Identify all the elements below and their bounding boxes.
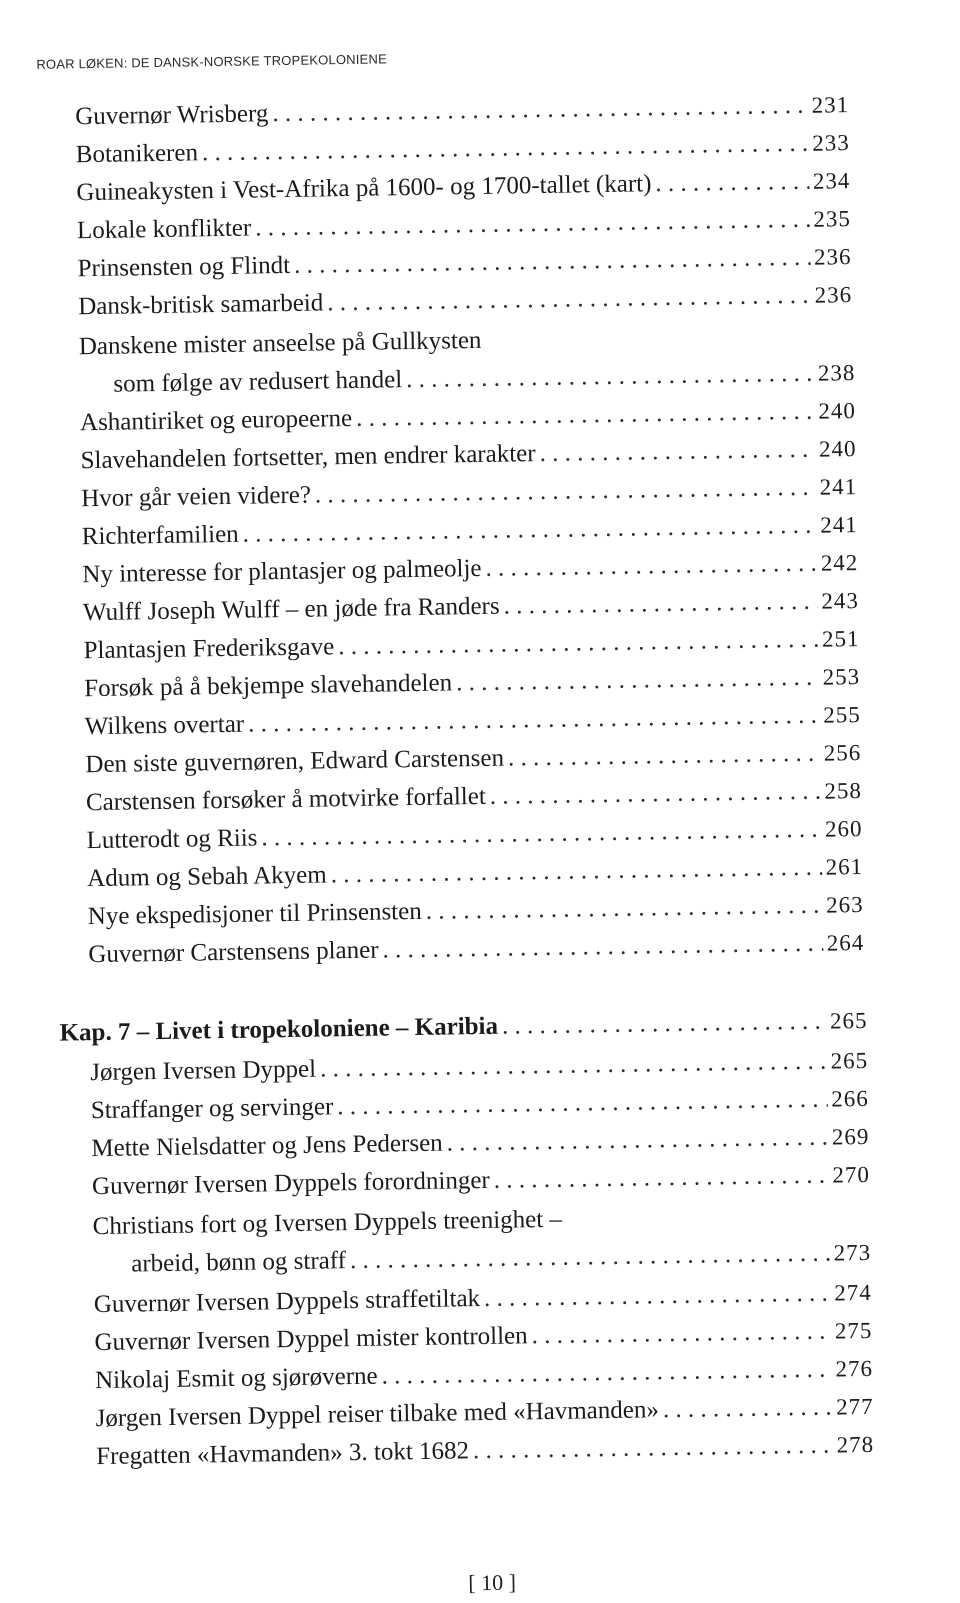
- leader-dots: [502, 1007, 826, 1042]
- toc-entry-title: Guvernør Carstensens planer: [88, 936, 379, 969]
- toc-entry: [94, 1278, 872, 1320]
- toc-entry-title: Straffanger og servinger: [90, 1093, 334, 1125]
- toc-entry-page: 258: [824, 778, 863, 804]
- chapter-title: Kap. 7 – Livet i tropekoloniene – Karibia: [59, 1012, 499, 1047]
- toc-entry-title: som følge av redusert handel: [113, 366, 403, 398]
- toc-entry: [76, 128, 850, 170]
- toc-entry-title: Lokale konflikter: [76, 214, 252, 245]
- toc-entry-title: Guineakysten i Vest-Afrika på 1600- og 1700-tallet (kart): [76, 170, 652, 207]
- toc-entry-title: Prinsensten og Flindt: [77, 251, 291, 283]
- toc-entry-title: Botanikeren: [75, 139, 199, 169]
- running-head: ROAR LØKEN: DE DANSK-NORSKE TROPEKOLONIENE: [36, 51, 388, 72]
- chapter-page: 265: [829, 1007, 868, 1034]
- toc-entry-page: 278: [836, 1431, 875, 1458]
- leader-dots: [337, 1085, 827, 1123]
- toc-entry-page: 242: [820, 550, 859, 576]
- chapter-heading: [59, 1006, 867, 1049]
- toc-entry-page: 274: [834, 1279, 872, 1306]
- toc-entry-page: 261: [825, 853, 864, 880]
- toc-entry-title: Adum og Sebah Akyem: [86, 861, 327, 893]
- toc-entry: [86, 776, 862, 818]
- leader-dots: [508, 739, 820, 774]
- page-number: [ 10 ]: [468, 1569, 517, 1596]
- toc-entry-title: Nye ekspedisjoner til Prinsensten: [87, 897, 422, 931]
- toc-entry-title: Carstensen forsøker å motvirke forfallet: [85, 782, 487, 817]
- toc-entry: [77, 242, 851, 284]
- toc-entry-page: 255: [823, 702, 861, 728]
- leader-dots: [242, 511, 816, 550]
- toc-entry-page: 240: [818, 436, 857, 462]
- toc-entry-page: 241: [819, 474, 858, 500]
- toc-entry-page: 273: [833, 1239, 872, 1266]
- toc-entry-title: Wilkens overtar: [84, 710, 245, 741]
- toc-entry: [85, 738, 861, 780]
- leader-dots: [327, 281, 811, 319]
- leader-dots: [331, 853, 822, 891]
- toc-entry-title: Ny interesse for plantasjer og palmeolje: [82, 554, 482, 589]
- toc-entry: [95, 1354, 873, 1396]
- toc-entry: [83, 586, 859, 628]
- toc-entry-title: Wulff Joseph Wulff – en jøde fra Randers: [82, 592, 500, 627]
- toc-entry-page: 234: [812, 168, 851, 194]
- toc-entry-title: Ashantiriket og europeerne: [79, 404, 353, 437]
- toc-entry: [83, 624, 859, 666]
- leader-dots: [320, 1047, 827, 1085]
- leader-dots: [494, 1161, 829, 1196]
- toc-entry: [113, 358, 855, 400]
- leader-dots: [261, 815, 821, 854]
- toc-entry-page: 265: [830, 1047, 869, 1074]
- toc-entry: [91, 1122, 869, 1164]
- leader-dots: [539, 435, 815, 469]
- leader-dots: [473, 1431, 833, 1467]
- toc-entry: [94, 1316, 872, 1358]
- toc-entry: [95, 1392, 873, 1434]
- leader-dots: [294, 243, 810, 281]
- leader-dots: [484, 1279, 831, 1314]
- toc-entry: [80, 434, 856, 476]
- leader-dots: [248, 701, 820, 740]
- toc-entry-page: 251: [821, 626, 860, 652]
- toc-entry: [88, 928, 864, 970]
- leader-dots: [425, 891, 822, 927]
- toc-entry: [76, 166, 850, 208]
- toc-entry-title: arbeid, bønn og straff: [131, 1247, 347, 1278]
- toc-entry-first-line: Danskene mister anseelse på Gullkysten: [78, 326, 482, 361]
- toc-entry-title: Guvernør Iversen Dyppels straffetiltak: [93, 1285, 481, 1319]
- toc-entry-title: Lutterodt og Riis: [86, 824, 258, 855]
- toc-entry-title: Guvernør Iversen Dyppel mister kontrollen: [94, 1322, 528, 1357]
- leader-dots: [272, 91, 808, 129]
- leader-dots: [485, 549, 817, 584]
- toc-entry: [85, 700, 861, 742]
- toc-entry-page: 233: [812, 130, 850, 156]
- toc-entry-page: 236: [813, 244, 852, 270]
- leader-dots: [315, 473, 816, 511]
- toc-entry-title: Fregatten «Havmanden» 3. tokt 1682: [96, 1437, 470, 1471]
- toc-entry-title: Guvernør Iversen Dyppels forordninger: [91, 1166, 490, 1201]
- toc-entry-first-line: Christians fort og Iversen Dyppels treenighet –: [92, 1205, 563, 1241]
- leader-dots: [202, 129, 809, 169]
- leader-dots: [255, 205, 810, 244]
- toc-entry-title: Slavehandelen fortsetter, men endrer karakter: [80, 440, 536, 475]
- leader-dots: [381, 1355, 831, 1392]
- toc-entry: [92, 1160, 870, 1202]
- toc-entry: [80, 396, 856, 438]
- toc-entry: [84, 662, 860, 704]
- toc-entry: [75, 90, 849, 132]
- toc-entry-page: 269: [831, 1123, 870, 1150]
- toc-entry-page: 235: [813, 206, 852, 232]
- toc-entry: [88, 890, 864, 932]
- leader-dots: [446, 1123, 828, 1159]
- toc-entry: [91, 1084, 869, 1126]
- toc-entry-page: 263: [825, 891, 864, 918]
- toc-entry: [78, 280, 852, 322]
- leader-dots: [663, 1393, 833, 1426]
- toc-entry: [131, 1238, 871, 1280]
- leader-dots: [490, 777, 821, 812]
- toc-entry-title: Nikolaj Esmit og sjørøverne: [94, 1362, 378, 1395]
- toc-entry-page: 241: [820, 512, 858, 538]
- toc-entry-title: Forsøk på å bekjempe slavehandelen: [83, 669, 453, 703]
- toc-entry: [82, 548, 858, 590]
- toc-entry-title: Dansk-britisk samarbeid: [77, 289, 324, 321]
- leader-dots: [406, 359, 814, 395]
- toc-entry-title: Mette Nielsdatter og Jens Pedersen: [91, 1129, 443, 1163]
- toc-entry-title: Hvor går veien videre?: [81, 481, 312, 513]
- leader-dots: [382, 929, 823, 966]
- toc-entry-page: 236: [814, 282, 853, 308]
- toc-entry-page: 276: [835, 1355, 874, 1382]
- toc-entry-page: 256: [823, 740, 862, 766]
- leader-dots: [531, 1317, 831, 1352]
- toc-entry-title: Plantasjen Frederiksgave: [83, 633, 335, 665]
- leader-dots: [503, 587, 817, 622]
- toc-entry-page: 253: [822, 664, 861, 690]
- toc-entry-page: 240: [818, 398, 857, 424]
- toc-entry-page: 260: [824, 815, 863, 842]
- toc-entry-page: 275: [834, 1317, 873, 1344]
- toc-entry-title: Jørgen Iversen Dyppel: [90, 1055, 317, 1087]
- toc-entry: [87, 852, 863, 894]
- toc-entry-page: 243: [821, 588, 860, 614]
- leader-dots: [456, 663, 819, 699]
- toc-entry: [90, 1046, 868, 1088]
- toc-entry-page: 231: [811, 92, 850, 118]
- toc-entry: [96, 1430, 874, 1472]
- toc-entry: [81, 472, 857, 514]
- toc-entry: [86, 814, 862, 856]
- toc-entry-title: Jørgen Iversen Dyppel reiser tilbake med «Havmanden»: [95, 1396, 660, 1433]
- leader-dots: [338, 625, 818, 663]
- leader-dots: [655, 167, 809, 199]
- toc-entry-page: 264: [826, 929, 865, 956]
- toc-entry-title: Den siste guvernøren, Edward Carstensen: [85, 744, 505, 779]
- toc-entry-page: 266: [831, 1085, 869, 1112]
- toc-entry: [82, 510, 858, 552]
- toc-entry-title: Richterfamilien: [81, 520, 239, 551]
- toc-entry: [77, 204, 851, 246]
- leader-dots: [356, 397, 815, 434]
- leader-dots: [350, 1239, 830, 1277]
- toc-entry-title: Guvernør Wrisberg: [75, 100, 269, 131]
- toc-entry-page: 238: [817, 360, 856, 386]
- toc-entry-page: 270: [832, 1161, 871, 1188]
- toc-entry-page: 277: [835, 1393, 874, 1420]
